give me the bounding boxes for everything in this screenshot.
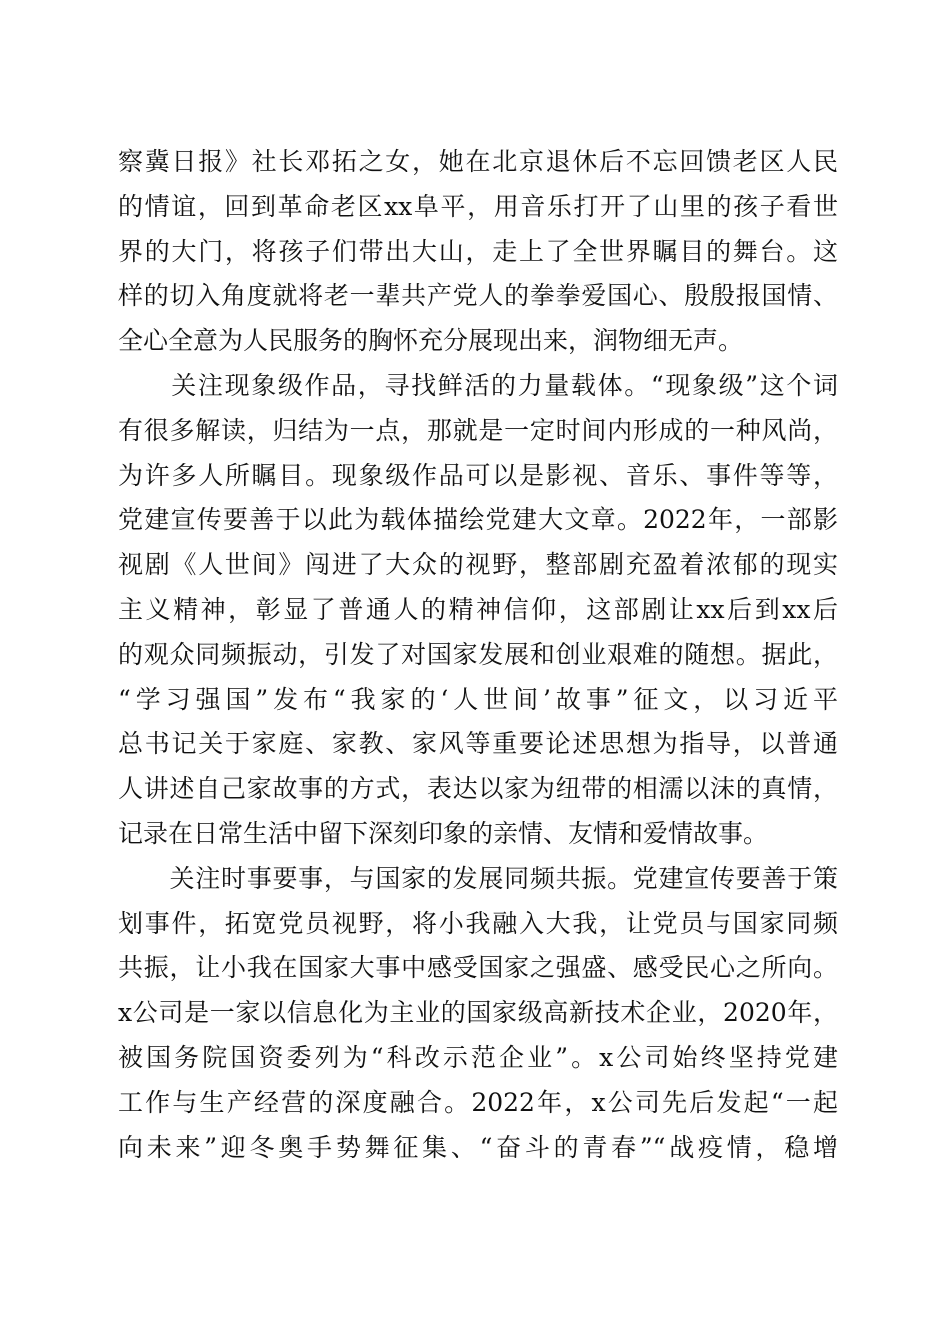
text-line: 人讲述自己家故事的方式，表达以家为纽带的相濡以沫的真情， <box>118 774 838 804</box>
text-line: 向未来”迎冬奥手势舞征集、“奋斗的青春”“战疫情，稳增 <box>118 1132 838 1162</box>
text-line: 划事件，拓宽党员视野，将小我融入大我，让党员与国家同频 <box>118 908 838 938</box>
text-line: 样的切入角度就将老一辈共产党人的拳拳爱国心、殷殷报国情、 <box>118 281 838 311</box>
text-line: 视剧《人世间》闯进了大众的视野，整部剧充盈着浓郁的现实 <box>118 550 838 580</box>
text-line: 察冀日报》社长邓拓之女，她在北京退休后不忘回馈老区人民 <box>118 147 838 176</box>
text-line: 主义精神，彰显了普通人的精神信仰，这部剧让xx后到xx后 <box>118 594 838 624</box>
text-line: “学习强国”发布“我家的‘人世间’故事”征文，以习近平 <box>118 684 838 714</box>
text-line: 关注现象级作品，寻找鲜活的力量载体。“现象级”这个词 <box>118 370 838 400</box>
text-line: 记录在日常生活中留下深刻印象的亲情、友情和爱情故事。 <box>118 818 769 848</box>
text-line: 为许多人所瞩目。现象级作品可以是影视、音乐、事件等等， <box>118 460 838 490</box>
document-body <box>118 140 838 1170</box>
text-line: 的情谊，回到革命老区xx阜平，用音乐打开了山里的孩子看世 <box>118 191 838 221</box>
text-line: 党建宣传要善于以此为载体描绘党建大文章。2022年，一部影 <box>118 505 838 535</box>
paragraph-3 <box>118 857 838 1171</box>
text-line: 共振，让小我在国家大事中感受国家之强盛、感受民心之所向。 <box>118 953 838 983</box>
text-line: 界的大门，将孩子们带出大山，走上了全世界瞩目的舞台。这 <box>118 236 838 266</box>
paragraph-1 <box>118 140 838 364</box>
text-line: 被国务院国资委列为“科改示范企业”。x公司始终坚持党建 <box>118 1042 838 1072</box>
text-line: 的观众同频振动，引发了对国家发展和创业艰难的随想。据此， <box>118 639 838 669</box>
text-line: 总书记关于家庭、家教、家风等重要论述思想为指导，以普通 <box>118 729 838 759</box>
text-line: x公司是一家以信息化为主业的国家级高新技术企业，2020年， <box>118 998 838 1028</box>
text-line: 关注时事要事，与国家的发展同频共振。党建宣传要善于策 <box>118 863 838 893</box>
text-line: 工作与生产经营的深度融合。2022年，x公司先后发起“一起 <box>118 1087 838 1117</box>
text-line: 有很多解读，归结为一点，那就是一定时间内形成的一种风尚， <box>118 415 838 445</box>
paragraph-2 <box>118 364 838 857</box>
text-line: 全心全意为人民服务的胸怀充分展现出来，润物细无声。 <box>118 326 744 356</box>
